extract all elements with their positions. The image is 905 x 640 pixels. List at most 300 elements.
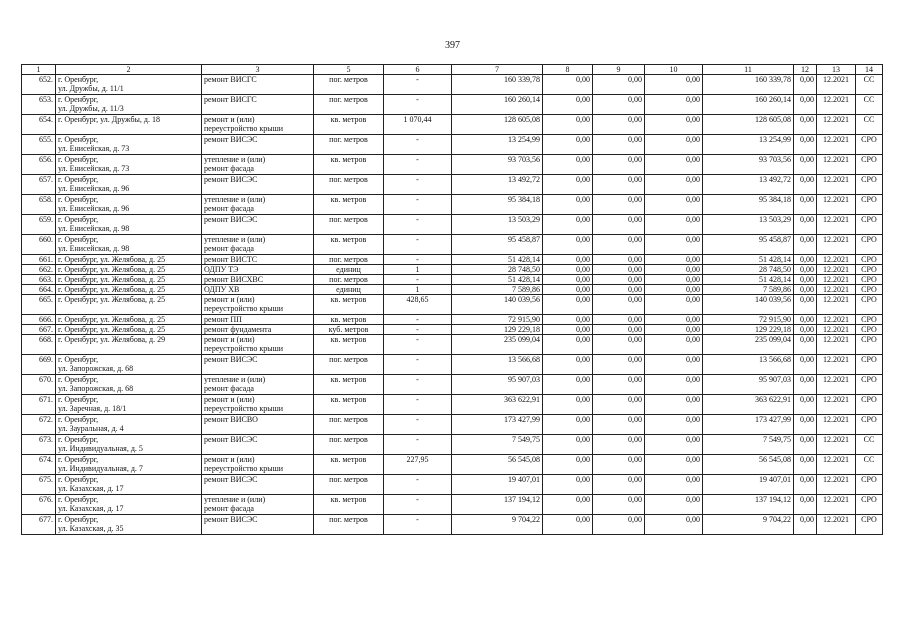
- volume-cell: -: [384, 195, 452, 215]
- method-cell: СС: [856, 75, 883, 95]
- fund-cell: 0,00: [593, 415, 645, 435]
- cost-cell: 7 589,86: [452, 285, 543, 295]
- work-type-cell: ремонт ВИСЭС: [202, 515, 314, 535]
- deadline-cell: 12.2021: [817, 95, 856, 115]
- total-cell: 95 458,87: [703, 235, 794, 255]
- fund-cell: 0,00: [593, 395, 645, 415]
- fund-cell: 0,00: [593, 435, 645, 455]
- table-row: [22, 395, 883, 415]
- total-cell: 160 339,78: [703, 75, 794, 95]
- unit-cell: куб. метров: [314, 325, 384, 335]
- method-cell: СРО: [856, 335, 883, 355]
- work-type-cell: ремонт ВИСВО: [202, 415, 314, 435]
- address-cell: г. Оренбург, ул. Енисейская, д. 98: [56, 235, 202, 255]
- fund-cell: 0,00: [593, 315, 645, 325]
- unit-cell: пог. метров: [314, 215, 384, 235]
- volume-cell: -: [384, 315, 452, 325]
- work-type-cell: ремонт и (или) переустройство крыши: [202, 395, 314, 415]
- fund-cell: 0,00: [593, 135, 645, 155]
- row-number-cell: 657.: [22, 175, 56, 195]
- cost-cell: 95 907,03: [452, 375, 543, 395]
- table-row: [22, 335, 883, 355]
- row-number-cell: 667.: [22, 325, 56, 335]
- total-cell: 363 622,91: [703, 395, 794, 415]
- deadline-cell: 12.2021: [817, 195, 856, 215]
- volume-cell: -: [384, 235, 452, 255]
- fund-cell: 0,00: [645, 415, 703, 435]
- table-row: [22, 475, 883, 495]
- column-header: 7: [452, 65, 543, 75]
- work-type-cell: ОДПУ ХВ: [202, 285, 314, 295]
- address-cell: г. Оренбург, ул. Желябова, д. 25: [56, 255, 202, 265]
- fund-cell: 0,00: [645, 325, 703, 335]
- cost-cell: 51 428,14: [452, 255, 543, 265]
- address-cell: г. Оренбург, ул. Дружбы, д. 18: [56, 115, 202, 135]
- fund-cell: 0,00: [794, 155, 817, 175]
- fund-cell: 0,00: [645, 335, 703, 355]
- volume-cell: -: [384, 175, 452, 195]
- fund-cell: 0,00: [593, 265, 645, 275]
- fund-cell: 0,00: [593, 175, 645, 195]
- unit-cell: кв. метров: [314, 375, 384, 395]
- fund-cell: 0,00: [794, 455, 817, 475]
- fund-cell: 0,00: [543, 135, 593, 155]
- deadline-cell: 12.2021: [817, 255, 856, 265]
- fund-cell: 0,00: [543, 175, 593, 195]
- method-cell: СРО: [856, 355, 883, 375]
- address-cell: г. Оренбург, ул. Запорожская, д. 68: [56, 355, 202, 375]
- address-cell: г. Оренбург, ул. Казахская, д. 17: [56, 475, 202, 495]
- address-cell: г. Оренбург, ул. Желябова, д. 25: [56, 285, 202, 295]
- fund-cell: 0,00: [593, 375, 645, 395]
- method-cell: СС: [856, 455, 883, 475]
- method-cell: СРО: [856, 395, 883, 415]
- total-cell: 13 566,68: [703, 355, 794, 375]
- volume-cell: -: [384, 415, 452, 435]
- table-row: [22, 265, 883, 275]
- volume-cell: 1: [384, 265, 452, 275]
- volume-cell: -: [384, 495, 452, 515]
- fund-cell: 0,00: [645, 435, 703, 455]
- work-type-cell: ремонт ВИСЭС: [202, 175, 314, 195]
- fund-cell: 0,00: [543, 515, 593, 535]
- deadline-cell: 12.2021: [817, 175, 856, 195]
- fund-cell: 0,00: [593, 355, 645, 375]
- total-cell: 7 589,86: [703, 285, 794, 295]
- row-number-cell: 659.: [22, 215, 56, 235]
- deadline-cell: 12.2021: [817, 495, 856, 515]
- capital-repair-table: [21, 64, 883, 535]
- total-cell: 72 915,90: [703, 315, 794, 325]
- fund-cell: 0,00: [794, 255, 817, 265]
- table-row: [22, 215, 883, 235]
- total-cell: 7 549,75: [703, 435, 794, 455]
- page-number: 397: [445, 40, 460, 51]
- fund-cell: 0,00: [593, 335, 645, 355]
- address-cell: г. Оренбург, ул. Енисейская, д. 98: [56, 215, 202, 235]
- work-type-cell: ремонт ВИСТС: [202, 255, 314, 265]
- table-row: [22, 515, 883, 535]
- method-cell: СРО: [856, 255, 883, 265]
- row-number-cell: 674.: [22, 455, 56, 475]
- fund-cell: 0,00: [794, 135, 817, 155]
- table-row: [22, 75, 883, 95]
- address-cell: г. Оренбург, ул. Енисейская, д. 96: [56, 175, 202, 195]
- table-row: [22, 235, 883, 255]
- unit-cell: пог. метров: [314, 275, 384, 285]
- total-cell: 28 748,50: [703, 265, 794, 275]
- cost-cell: 140 039,56: [452, 295, 543, 315]
- address-cell: г. Оренбург, ул. Енисейская, д. 73: [56, 155, 202, 175]
- deadline-cell: 12.2021: [817, 265, 856, 275]
- work-type-cell: ремонт и (или) переустройство крыши: [202, 295, 314, 315]
- method-cell: СРО: [856, 415, 883, 435]
- fund-cell: 0,00: [794, 395, 817, 415]
- volume-cell: -: [384, 325, 452, 335]
- fund-cell: 0,00: [645, 235, 703, 255]
- work-type-cell: ремонт и (или) переустройство крыши: [202, 335, 314, 355]
- volume-cell: -: [384, 515, 452, 535]
- cost-cell: 51 428,14: [452, 275, 543, 285]
- row-number-cell: 652.: [22, 75, 56, 95]
- unit-cell: кв. метров: [314, 235, 384, 255]
- deadline-cell: 12.2021: [817, 275, 856, 285]
- row-number-cell: 662.: [22, 265, 56, 275]
- method-cell: СРО: [856, 265, 883, 275]
- fund-cell: 0,00: [645, 265, 703, 275]
- unit-cell: единиц: [314, 265, 384, 275]
- deadline-cell: 12.2021: [817, 315, 856, 325]
- column-header: 12: [794, 65, 817, 75]
- fund-cell: 0,00: [645, 175, 703, 195]
- fund-cell: 0,00: [794, 215, 817, 235]
- fund-cell: 0,00: [593, 255, 645, 265]
- deadline-cell: 12.2021: [817, 325, 856, 335]
- fund-cell: 0,00: [794, 235, 817, 255]
- work-type-cell: утепление и (или) ремонт фасада: [202, 195, 314, 215]
- row-number-cell: 661.: [22, 255, 56, 265]
- fund-cell: 0,00: [645, 115, 703, 135]
- unit-cell: кв. метров: [314, 195, 384, 215]
- table-row: [22, 135, 883, 155]
- table-row: [22, 285, 883, 295]
- address-cell: г. Оренбург, ул. Дружбы, д. 11/1: [56, 75, 202, 95]
- fund-cell: 0,00: [645, 395, 703, 415]
- method-cell: СРО: [856, 235, 883, 255]
- fund-cell: 0,00: [593, 115, 645, 135]
- method-cell: СРО: [856, 475, 883, 495]
- cost-cell: 160 260,14: [452, 95, 543, 115]
- work-type-cell: ремонт фундамента: [202, 325, 314, 335]
- row-number-cell: 653.: [22, 95, 56, 115]
- fund-cell: 0,00: [593, 295, 645, 315]
- work-type-cell: ОДПУ ТЭ: [202, 265, 314, 275]
- row-number-cell: 666.: [22, 315, 56, 325]
- volume-cell: -: [384, 275, 452, 285]
- unit-cell: кв. метров: [314, 295, 384, 315]
- fund-cell: 0,00: [543, 155, 593, 175]
- method-cell: СРО: [856, 275, 883, 285]
- cost-cell: 13 492,72: [452, 175, 543, 195]
- cost-cell: 160 339,78: [452, 75, 543, 95]
- table-row: [22, 295, 883, 315]
- volume-cell: -: [384, 255, 452, 265]
- method-cell: СРО: [856, 135, 883, 155]
- deadline-cell: 12.2021: [817, 415, 856, 435]
- fund-cell: 0,00: [543, 355, 593, 375]
- deadline-cell: 12.2021: [817, 395, 856, 415]
- work-type-cell: ремонт ВИСЭС: [202, 215, 314, 235]
- cost-cell: 95 384,18: [452, 195, 543, 215]
- deadline-cell: 12.2021: [817, 75, 856, 95]
- fund-cell: 0,00: [794, 335, 817, 355]
- fund-cell: 0,00: [645, 75, 703, 95]
- unit-cell: кв. метров: [314, 315, 384, 325]
- row-number-cell: 658.: [22, 195, 56, 215]
- method-cell: СРО: [856, 215, 883, 235]
- address-cell: г. Оренбург, ул. Желябова, д. 25: [56, 275, 202, 285]
- volume-cell: 1: [384, 285, 452, 295]
- fund-cell: 0,00: [543, 315, 593, 325]
- fund-cell: 0,00: [794, 265, 817, 275]
- row-number-cell: 663.: [22, 275, 56, 285]
- method-cell: СРО: [856, 375, 883, 395]
- fund-cell: 0,00: [593, 275, 645, 285]
- column-number-row: [22, 65, 883, 75]
- fund-cell: 0,00: [645, 135, 703, 155]
- row-number-cell: 677.: [22, 515, 56, 535]
- fund-cell: 0,00: [645, 315, 703, 325]
- work-type-cell: ремонт ПП: [202, 315, 314, 325]
- fund-cell: 0,00: [543, 415, 593, 435]
- fund-cell: 0,00: [593, 195, 645, 215]
- volume-cell: 1 070,44: [384, 115, 452, 135]
- work-type-cell: ремонт ВИСГС: [202, 95, 314, 115]
- total-cell: 95 384,18: [703, 195, 794, 215]
- cost-cell: 93 703,56: [452, 155, 543, 175]
- fund-cell: 0,00: [543, 325, 593, 335]
- fund-cell: 0,00: [645, 375, 703, 395]
- deadline-cell: 12.2021: [817, 215, 856, 235]
- fund-cell: 0,00: [593, 155, 645, 175]
- fund-cell: 0,00: [543, 395, 593, 415]
- deadline-cell: 12.2021: [817, 455, 856, 475]
- total-cell: 51 428,14: [703, 275, 794, 285]
- table-row: [22, 155, 883, 175]
- table-row: [22, 455, 883, 475]
- work-type-cell: утепление и (или) ремонт фасада: [202, 375, 314, 395]
- total-cell: 51 428,14: [703, 255, 794, 265]
- fund-cell: 0,00: [543, 295, 593, 315]
- fund-cell: 0,00: [645, 155, 703, 175]
- column-header: 6: [384, 65, 452, 75]
- fund-cell: 0,00: [543, 495, 593, 515]
- fund-cell: 0,00: [794, 495, 817, 515]
- fund-cell: 0,00: [645, 455, 703, 475]
- row-number-cell: 655.: [22, 135, 56, 155]
- fund-cell: 0,00: [645, 495, 703, 515]
- work-type-cell: ремонт и (или) переустройство крыши: [202, 115, 314, 135]
- fund-cell: 0,00: [593, 475, 645, 495]
- fund-cell: 0,00: [645, 285, 703, 295]
- fund-cell: 0,00: [593, 285, 645, 295]
- table-row: [22, 435, 883, 455]
- column-header: 2: [56, 65, 202, 75]
- method-cell: СРО: [856, 175, 883, 195]
- column-header: 3: [202, 65, 314, 75]
- volume-cell: -: [384, 335, 452, 355]
- address-cell: г. Оренбург, ул. Желябова, д. 25: [56, 325, 202, 335]
- row-number-cell: 676.: [22, 495, 56, 515]
- deadline-cell: 12.2021: [817, 475, 856, 495]
- address-cell: г. Оренбург, ул. Зауральная, д. 4: [56, 415, 202, 435]
- fund-cell: 0,00: [645, 355, 703, 375]
- fund-cell: 0,00: [593, 95, 645, 115]
- table-row: [22, 175, 883, 195]
- fund-cell: 0,00: [593, 515, 645, 535]
- table-body: [22, 75, 883, 535]
- cost-cell: 129 229,18: [452, 325, 543, 335]
- method-cell: СРО: [856, 155, 883, 175]
- deadline-cell: 12.2021: [817, 355, 856, 375]
- fund-cell: 0,00: [543, 275, 593, 285]
- fund-cell: 0,00: [593, 455, 645, 475]
- unit-cell: пог. метров: [314, 415, 384, 435]
- fund-cell: 0,00: [593, 495, 645, 515]
- cost-cell: 13 503,29: [452, 215, 543, 235]
- table-row: [22, 95, 883, 115]
- volume-cell: -: [384, 355, 452, 375]
- fund-cell: 0,00: [645, 275, 703, 285]
- total-cell: 93 703,56: [703, 155, 794, 175]
- fund-cell: 0,00: [593, 325, 645, 335]
- table-row: [22, 255, 883, 265]
- fund-cell: 0,00: [794, 275, 817, 285]
- fund-cell: 0,00: [543, 375, 593, 395]
- row-number-cell: 673.: [22, 435, 56, 455]
- table-row: [22, 325, 883, 335]
- fund-cell: 0,00: [543, 435, 593, 455]
- row-number-cell: 665.: [22, 295, 56, 315]
- deadline-cell: 12.2021: [817, 235, 856, 255]
- column-header: 5: [314, 65, 384, 75]
- cost-cell: 363 622,91: [452, 395, 543, 415]
- address-cell: г. Оренбург, ул. Желябова, д. 25: [56, 265, 202, 275]
- deadline-cell: 12.2021: [817, 375, 856, 395]
- volume-cell: -: [384, 95, 452, 115]
- deadline-cell: 12.2021: [817, 115, 856, 135]
- volume-cell: -: [384, 135, 452, 155]
- total-cell: 13 503,29: [703, 215, 794, 235]
- unit-cell: кв. метров: [314, 455, 384, 475]
- work-type-cell: утепление и (или) ремонт фасада: [202, 155, 314, 175]
- work-type-cell: ремонт и (или) переустройство крыши: [202, 455, 314, 475]
- volume-cell: -: [384, 375, 452, 395]
- fund-cell: 0,00: [794, 75, 817, 95]
- unit-cell: кв. метров: [314, 155, 384, 175]
- row-number-cell: 670.: [22, 375, 56, 395]
- column-header: 8: [543, 65, 593, 75]
- column-header: 10: [645, 65, 703, 75]
- row-number-cell: 660.: [22, 235, 56, 255]
- unit-cell: кв. метров: [314, 335, 384, 355]
- fund-cell: 0,00: [794, 195, 817, 215]
- work-type-cell: утепление и (или) ремонт фасада: [202, 235, 314, 255]
- method-cell: СРО: [856, 315, 883, 325]
- cost-cell: 19 407,01: [452, 475, 543, 495]
- deadline-cell: 12.2021: [817, 285, 856, 295]
- fund-cell: 0,00: [794, 295, 817, 315]
- method-cell: СРО: [856, 295, 883, 315]
- deadline-cell: 12.2021: [817, 335, 856, 355]
- address-cell: г. Оренбург, ул. Индивидуальная, д. 7: [56, 455, 202, 475]
- fund-cell: 0,00: [543, 265, 593, 275]
- work-type-cell: ремонт ВИСЭС: [202, 435, 314, 455]
- address-cell: г. Оренбург, ул. Желябова, д. 25: [56, 295, 202, 315]
- volume-cell: -: [384, 475, 452, 495]
- total-cell: 95 907,03: [703, 375, 794, 395]
- deadline-cell: 12.2021: [817, 435, 856, 455]
- unit-cell: кв. метров: [314, 115, 384, 135]
- unit-cell: пог. метров: [314, 515, 384, 535]
- fund-cell: 0,00: [543, 255, 593, 265]
- total-cell: 19 407,01: [703, 475, 794, 495]
- total-cell: 235 099,04: [703, 335, 794, 355]
- address-cell: г. Оренбург, ул. Казахская, д. 35: [56, 515, 202, 535]
- address-cell: г. Оренбург, ул. Желябова, д. 25: [56, 315, 202, 325]
- method-cell: СС: [856, 435, 883, 455]
- volume-cell: 428,65: [384, 295, 452, 315]
- deadline-cell: 12.2021: [817, 135, 856, 155]
- unit-cell: пог. метров: [314, 255, 384, 265]
- work-type-cell: ремонт ВИСЭС: [202, 475, 314, 495]
- total-cell: 173 427,99: [703, 415, 794, 435]
- cost-cell: 7 549,75: [452, 435, 543, 455]
- row-number-cell: 675.: [22, 475, 56, 495]
- column-header: 14: [856, 65, 883, 75]
- table-row: [22, 195, 883, 215]
- total-cell: 56 545,08: [703, 455, 794, 475]
- cost-cell: 95 458,87: [452, 235, 543, 255]
- unit-cell: пог. метров: [314, 75, 384, 95]
- table-row: [22, 115, 883, 135]
- fund-cell: 0,00: [794, 375, 817, 395]
- deadline-cell: 12.2021: [817, 155, 856, 175]
- fund-cell: 0,00: [593, 75, 645, 95]
- total-cell: 13 254,99: [703, 135, 794, 155]
- work-type-cell: ремонт ВИСЭС: [202, 135, 314, 155]
- cost-cell: 72 915,90: [452, 315, 543, 325]
- cost-cell: 137 194,12: [452, 495, 543, 515]
- volume-cell: 227,95: [384, 455, 452, 475]
- method-cell: СРО: [856, 515, 883, 535]
- cost-cell: 128 605,08: [452, 115, 543, 135]
- unit-cell: кв. метров: [314, 395, 384, 415]
- fund-cell: 0,00: [543, 75, 593, 95]
- volume-cell: -: [384, 155, 452, 175]
- fund-cell: 0,00: [645, 255, 703, 265]
- cost-cell: 173 427,99: [452, 415, 543, 435]
- row-number-cell: 672.: [22, 415, 56, 435]
- fund-cell: 0,00: [593, 235, 645, 255]
- fund-cell: 0,00: [543, 235, 593, 255]
- volume-cell: -: [384, 435, 452, 455]
- table-row: [22, 275, 883, 285]
- work-type-cell: утепление и (или) ремонт фасада: [202, 495, 314, 515]
- method-cell: СРО: [856, 195, 883, 215]
- fund-cell: 0,00: [794, 115, 817, 135]
- fund-cell: 0,00: [645, 475, 703, 495]
